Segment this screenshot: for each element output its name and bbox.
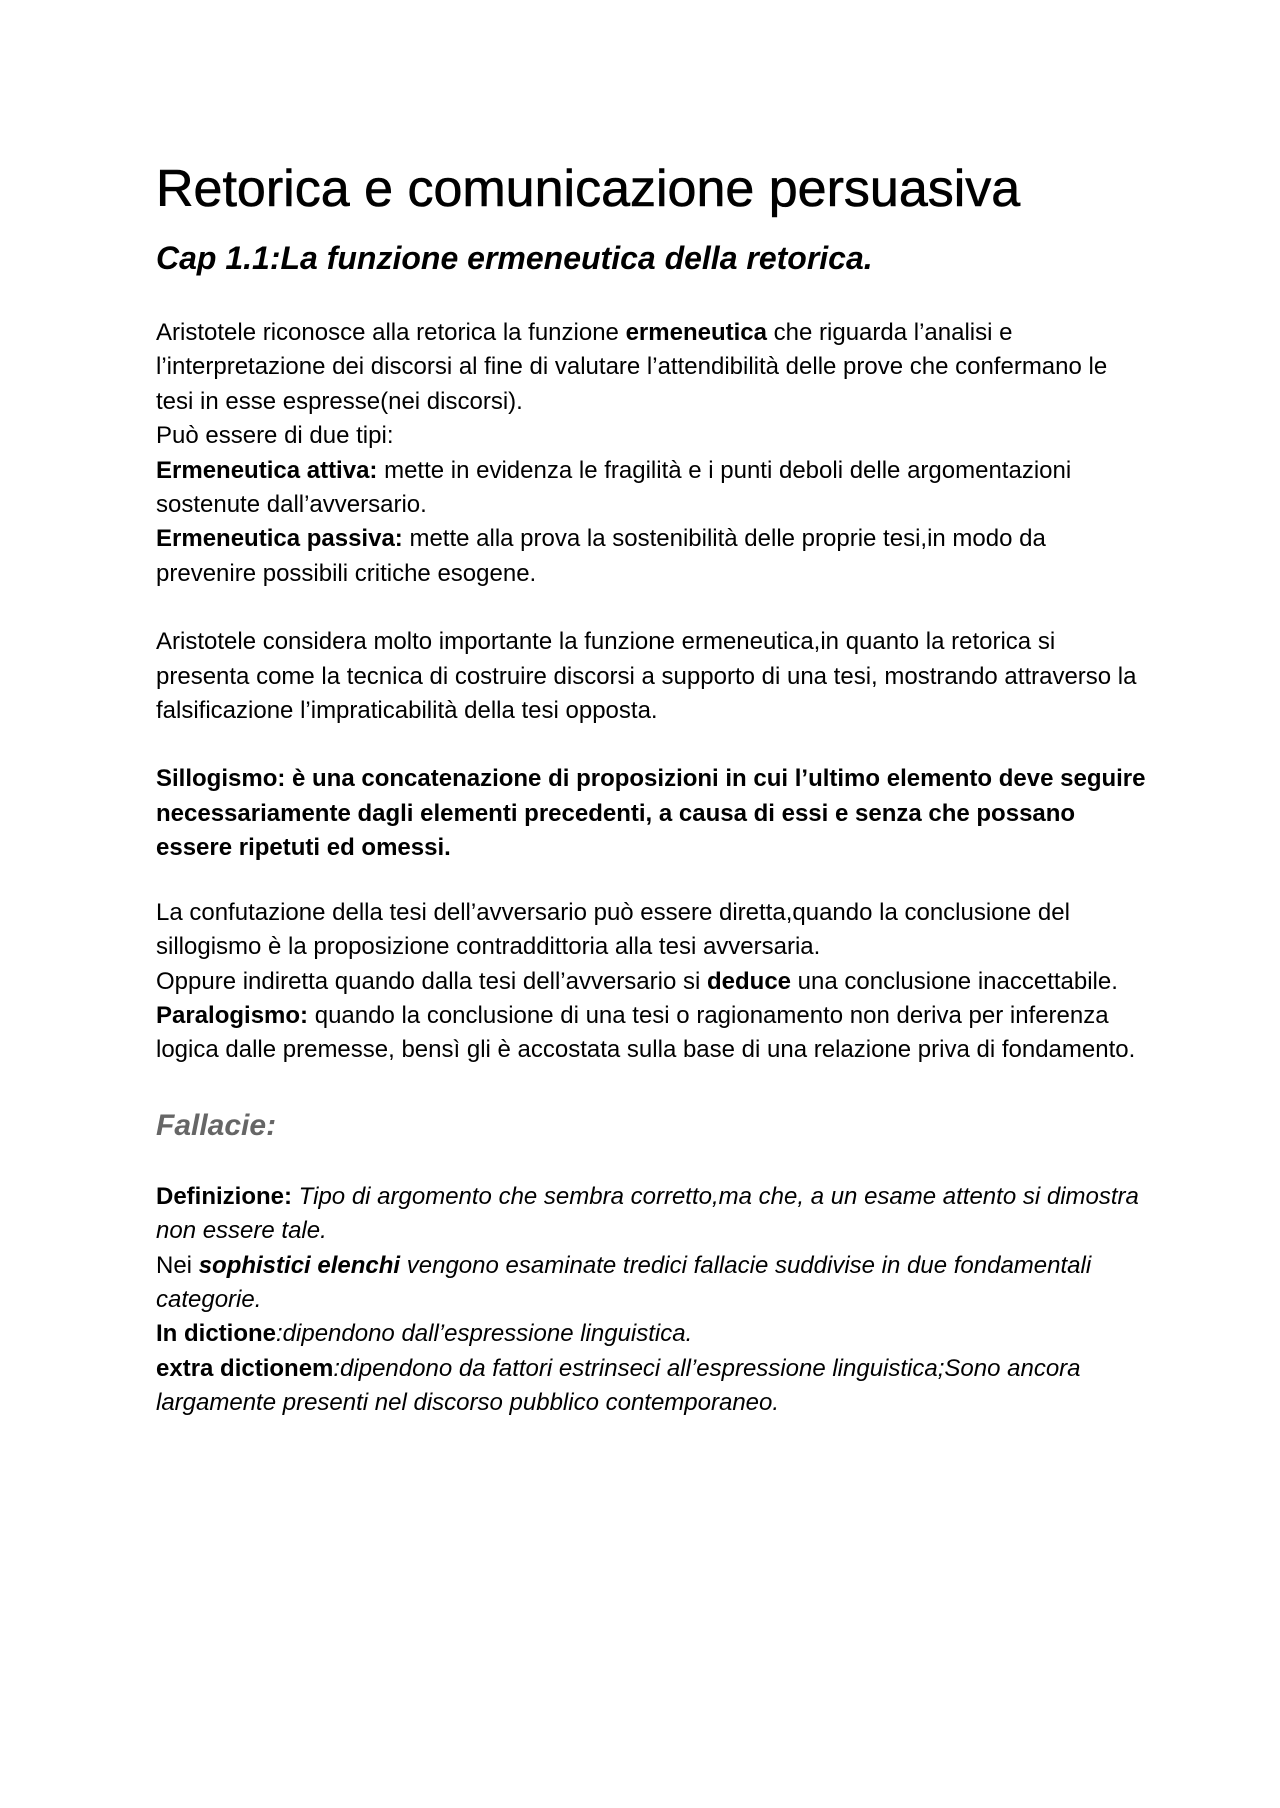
document-title: Retorica e comunicazione persuasiva (156, 160, 1021, 218)
bold-label-in-dictione: In dictione (156, 1320, 276, 1348)
paragraph-two-types: Può essere di due tipi: (156, 422, 394, 450)
text-run: mette in evidenza le fragilità e i punti deboli delle argomentazioni sostenute dall’avversario. (156, 456, 1072, 519)
paragraph-indiretta (156, 965, 1146, 999)
bold-label-paralogismo: Paralogismo: (156, 1001, 309, 1029)
paragraph-sophistici-elenchi (156, 1249, 1146, 1318)
bold-term-deduce: deduce (706, 967, 792, 995)
bold-label-definizione: Definizione: (156, 1182, 292, 1210)
paragraph-ermeneutica-intro (156, 316, 1146, 419)
bold-term-ermeneutica: ermeneutica (625, 319, 767, 346)
italic-text-run: :dipendono dall’espressione linguistica. (276, 1320, 693, 1348)
paragraph-ermeneutica-passiva (156, 522, 1146, 591)
text-run: mette alla prova la sostenibilità delle proprie tesi,in modo da prevenire possibili critiche esogene. (156, 525, 1046, 587)
paragraph-extra-dictionem (156, 1352, 1146, 1421)
bold-label-extra-dictionem: extra dictionem (156, 1354, 334, 1382)
text-run: Oppure indiretta quando dalla tesi dell’avversario si (156, 967, 707, 995)
paragraph-definizione (156, 1180, 1146, 1249)
document-body (156, 152, 1146, 1421)
text-run: che riguarda l’analisi e l’interpretazione dei discorsi al fine di valutare l’attendibilità delle prove che confermano le tesi in esse espresse(nei discorsi). (156, 319, 1108, 415)
section-heading-fallacie: Fallacie: (156, 1108, 277, 1142)
text-run: quando la conclusione di una tesi o ragionamento non deriva per inferenza logica dalle premesse, bensì gli è accostata sulla base di una relazione priva di fondamento. (156, 1001, 1136, 1064)
paragraph-paralogismo (156, 999, 1146, 1068)
bold-italic-term-sophistici-elenchi: sophistici elenchi (198, 1251, 401, 1279)
paragraph-ermeneutica-attiva (156, 454, 1146, 523)
paragraph-sillogismo: Sillogismo: è una concatenazione di proposizioni in cui l’ultimo elemento deve seguire necessariamente dagli elementi precedenti, a causa di essi e senza che possano essere ripetuti ed omessi. (156, 765, 1146, 862)
italic-text-run: vengono esaminate tredici fallacie suddivise in due fondamentali categorie. (156, 1251, 1092, 1313)
chapter-subtitle: Cap 1.1:La funzione ermeneutica della retorica. (156, 240, 873, 276)
italic-text-run: :dipendono da fattori estrinseci all’espressione linguistica;Sono ancora largamente presenti nel discorso pubblico contemporaneo. (156, 1354, 1081, 1417)
text-run: Aristotele riconosce alla retorica la funzione (156, 319, 626, 346)
text-run: Nei (156, 1251, 199, 1279)
bold-label-passiva: Ermeneutica passiva: (156, 525, 403, 553)
paragraph-in-dictione (156, 1317, 1146, 1351)
italic-text-run: Tipo di argomento che sembra corretto,ma che, a un esame attento si dimostra non essere tale. (156, 1182, 1139, 1245)
text-run: una conclusione inaccettabile. (791, 967, 1118, 995)
paragraph-confutazione: La confutazione della tesi dell’avversario può essere diretta,quando la conclusione del sillogismo è la proposizione contraddittoria alla tesi avversaria. (156, 898, 1070, 961)
bold-label-attiva: Ermeneutica attiva: (156, 456, 378, 484)
paragraph-funzione-importante: Aristotele considera molto importante la funzione ermeneutica,in quanto la retorica si presenta come la tecnica di costruire discorsi a supporto di una tesi, mostrando attraverso la falsificazione l’impraticabilità della tesi opposta. (156, 628, 1137, 725)
